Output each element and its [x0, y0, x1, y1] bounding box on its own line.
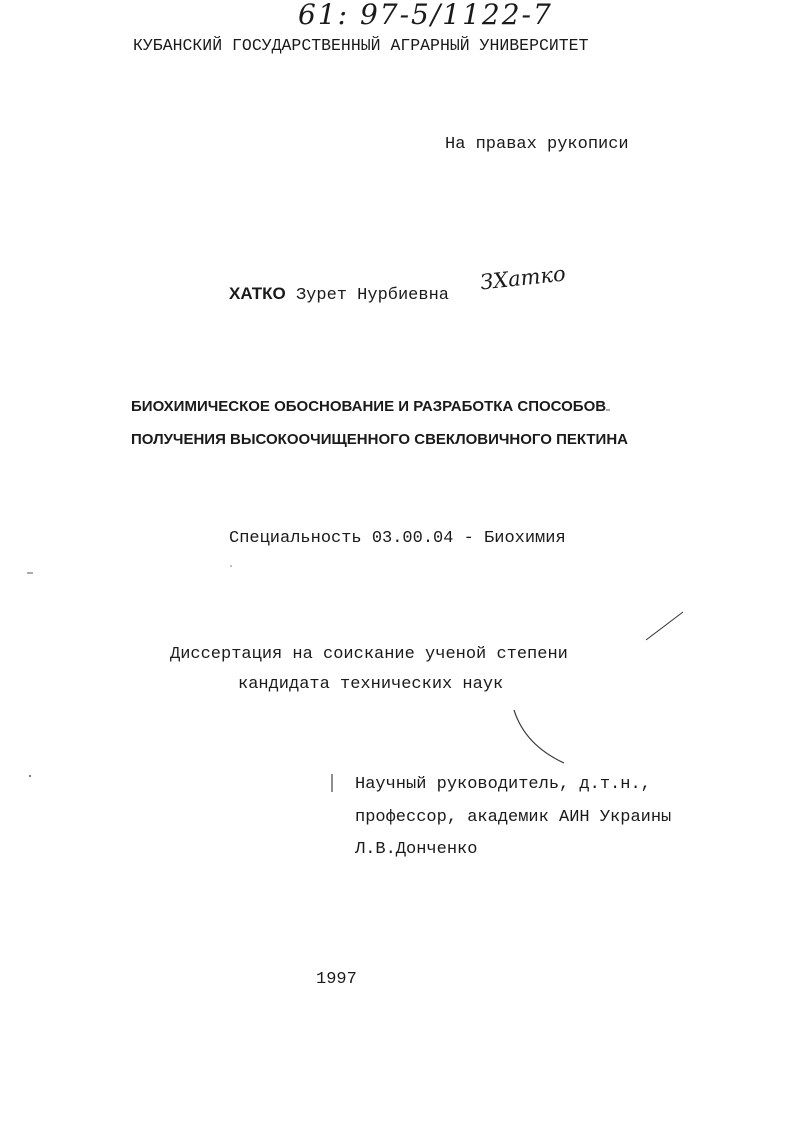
- supervisor-line-1: Научный руководитель, д.т.н.,: [355, 775, 651, 794]
- supervisor-line-2: профессор, академик АИН Украины: [355, 808, 672, 827]
- university-name: КУБАНСКИЙ ГОСУДАРСТВЕННЫЙ АГРАРНЫЙ УНИВЕРСИТЕТ: [133, 36, 589, 55]
- specialty: Специальность 03.00.04 - Биохимия: [229, 529, 566, 548]
- author-surname: ХАТКО: [229, 284, 286, 303]
- dissertation-line-1: Диссертация на соискание ученой степени: [170, 645, 568, 664]
- year: 1997: [316, 970, 357, 989]
- archive-code-handwritten: 61: 97-5/1122-7: [298, 0, 553, 31]
- speck-left-2: [29, 775, 31, 777]
- supervisor-name: Л.В.Донченко: [355, 840, 478, 859]
- author-given-names: Зурет Нурбиевна: [295, 286, 449, 305]
- pen-stroke-right: [646, 612, 683, 640]
- author-signature: ЗХатко: [478, 261, 567, 295]
- dissertation-line-2: кандидата технических наук: [238, 675, 504, 694]
- speck-mid: [230, 565, 232, 567]
- manuscript-note: На правах рукописи: [445, 135, 629, 154]
- pen-stroke-curve: [514, 710, 564, 763]
- title-line-2: ПОЛУЧЕНИЯ ВЫСОКООЧИЩЕННОГО СВЕКЛОВИЧНОГО ПЕКТИНА: [131, 431, 628, 448]
- title-line-1: БИОХИМИЧЕСКОЕ ОБОСНОВАНИЕ И РАЗРАБОТКА СПОСОБОВ: [131, 398, 607, 415]
